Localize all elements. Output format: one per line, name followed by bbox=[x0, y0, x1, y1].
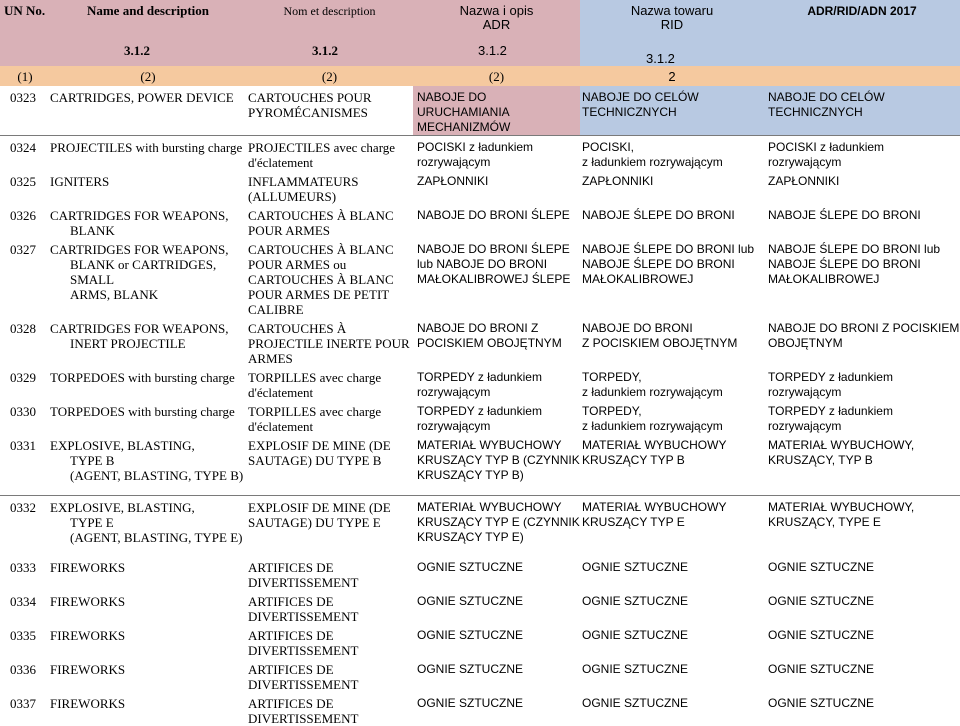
cell-un-number bbox=[0, 238, 50, 317]
header-name-pl-rid: Nazwa towaru RID bbox=[580, 0, 764, 44]
cell-name-fr bbox=[246, 136, 413, 171]
cell-line: rozrywającym bbox=[768, 385, 842, 399]
cell-name-pl-rid bbox=[580, 556, 764, 590]
cell-name-fr bbox=[246, 170, 413, 204]
cell-line: TYPE B bbox=[70, 453, 115, 468]
cell-name-pl-2017 bbox=[764, 556, 960, 590]
cell-line: TORPEDOES with bursting charge bbox=[50, 404, 235, 419]
cell-un-number bbox=[0, 624, 50, 658]
cell-line: POCISKI z ładunkiem bbox=[417, 140, 534, 154]
cell-name-pl-adr bbox=[413, 658, 580, 692]
cell-line: OGNIE SZTUCZNE bbox=[768, 594, 875, 608]
cell-line: OGNIE SZTUCZNE bbox=[417, 696, 524, 710]
header-name-fr: Nom et description bbox=[246, 0, 413, 44]
un-number: 0329 bbox=[10, 370, 36, 385]
cell-line: OBOJĘTNYM bbox=[768, 336, 843, 350]
cell-name-pl-2017 bbox=[764, 204, 960, 238]
cell-line: TORPEDOES with bursting charge bbox=[50, 370, 235, 385]
cell-line: INERT PROJECTILE bbox=[70, 336, 186, 351]
cell-line: MATERIAŁ WYBUCHOWY bbox=[417, 499, 562, 514]
cell-name-pl-adr bbox=[413, 170, 580, 204]
cell-line: INFLAMMATEURS bbox=[248, 174, 359, 189]
cell-name-pl-adr bbox=[413, 556, 580, 590]
cell-line: d'éclatement bbox=[248, 385, 314, 400]
cell-un-number bbox=[0, 204, 50, 238]
cell-line: ZAPŁONNIKI bbox=[582, 174, 654, 188]
cell-line: TORPEDY z ładunkiem bbox=[417, 404, 542, 418]
cell-name-en bbox=[50, 136, 246, 171]
cell-line: EXPLOSIF DE MINE (DE bbox=[248, 438, 391, 453]
cell-name-en bbox=[50, 170, 246, 204]
cell-name-pl-2017 bbox=[764, 658, 960, 692]
cell-line: ARTIFICES DE bbox=[248, 560, 334, 575]
cell-name-pl-rid bbox=[580, 692, 764, 726]
cell-line: rozrywającym bbox=[417, 419, 491, 433]
cell-line: FIREWORKS bbox=[50, 560, 126, 575]
colnum-2-en: (2) bbox=[50, 66, 246, 86]
cell-name-fr bbox=[246, 366, 413, 400]
cell-line: DIVERTISSEMENT bbox=[248, 711, 359, 726]
cell-name-pl-2017 bbox=[764, 238, 960, 317]
cell-line: (AGENT, BLASTING, TYPE B) bbox=[70, 468, 244, 483]
cell-line: POCISKIEM OBOJĘTNYM bbox=[417, 336, 562, 350]
cell-line: MECHANIZMÓW bbox=[417, 120, 511, 134]
cell-line: FIREWORKS bbox=[50, 594, 126, 609]
table-row bbox=[0, 495, 960, 556]
cell-line: PROJECTILES avec charge bbox=[248, 140, 396, 155]
cell-line: OGNIE SZTUCZNE bbox=[582, 560, 689, 574]
cell-line: DIVERTISSEMENT bbox=[248, 643, 359, 658]
table-row bbox=[0, 317, 960, 366]
cell-name-pl-rid bbox=[580, 136, 764, 171]
cell-line: TYPE E bbox=[70, 514, 114, 530]
cell-un-number bbox=[0, 86, 50, 136]
un-number: 0335 bbox=[10, 628, 36, 643]
cell-line: TORPEDY z ładunkiem bbox=[768, 404, 893, 418]
cell-line: OGNIE SZTUCZNE bbox=[417, 594, 524, 608]
cell-name-pl-adr bbox=[413, 624, 580, 658]
cell-un-number bbox=[0, 495, 50, 556]
cell-name-en bbox=[50, 556, 246, 590]
cell-line: ARMES bbox=[248, 351, 293, 366]
cell-line: KRUSZĄCY TYP B (CZYNNIK bbox=[417, 453, 580, 467]
table-row bbox=[0, 136, 960, 171]
cell-name-pl-adr bbox=[413, 590, 580, 624]
cell-un-number bbox=[0, 170, 50, 204]
cell-un-number bbox=[0, 434, 50, 495]
cell-line: DIVERTISSEMENT bbox=[248, 609, 359, 624]
cell-name-en bbox=[50, 434, 246, 495]
cell-line: IGNITERS bbox=[50, 174, 110, 189]
cell-name-fr bbox=[246, 86, 413, 136]
cell-name-fr bbox=[246, 658, 413, 692]
cell-line: NABOJE DO CELÓW bbox=[768, 90, 885, 104]
cell-line: POCISKI, bbox=[582, 140, 635, 154]
cell-name-pl-2017 bbox=[764, 624, 960, 658]
cell-line: CARTOUCHES À BLANC bbox=[248, 242, 394, 257]
cell-line: NABOJE ŚLEPE DO BRONI bbox=[768, 257, 921, 271]
cell-un-number bbox=[0, 556, 50, 590]
cell-line: z ładunkiem rozrywającym bbox=[582, 155, 723, 169]
cell-line: TORPEDY, bbox=[582, 404, 642, 418]
cell-name-pl-2017 bbox=[764, 86, 960, 136]
cell-name-pl-rid bbox=[580, 170, 764, 204]
cell-line: ARTIFICES DE bbox=[248, 628, 334, 643]
header-row-titles bbox=[0, 0, 960, 44]
cell-line: CARTRIDGES FOR WEAPONS, bbox=[50, 208, 229, 223]
cell-name-en bbox=[50, 590, 246, 624]
cell-line: NABOJE ŚLEPE DO BRONI bbox=[582, 257, 735, 271]
cell-name-en bbox=[50, 366, 246, 400]
un-number: 0333 bbox=[10, 560, 36, 575]
cell-line: OGNIE SZTUCZNE bbox=[582, 696, 689, 710]
cell-name-pl-rid bbox=[580, 317, 764, 366]
cell-name-pl-rid bbox=[580, 658, 764, 692]
cell-line: NABOJE ŚLEPE DO BRONI lub bbox=[768, 242, 941, 256]
cell-line: NABOJE ŚLEPE DO BRONI bbox=[768, 208, 921, 222]
cell-name-pl-2017 bbox=[764, 170, 960, 204]
cell-name-fr bbox=[246, 400, 413, 434]
cell-line: PROJECTILE INERTE POUR bbox=[248, 336, 410, 351]
cell-line: PYROMÉCANISMES bbox=[248, 105, 368, 120]
cell-line: NABOJE ŚLEPE DO BRONI lub bbox=[582, 242, 755, 256]
cell-line: z ładunkiem rozrywającym bbox=[582, 419, 723, 433]
un-number: 0326 bbox=[10, 208, 36, 223]
cell-line: (AGENT, BLASTING, TYPE E) bbox=[70, 529, 243, 545]
cell-line: BLANK or CARTRIDGES, SMALL bbox=[70, 257, 217, 287]
cell-name-pl-rid bbox=[580, 238, 764, 317]
cell-line: OGNIE SZTUCZNE bbox=[417, 662, 524, 676]
un-number: 0336 bbox=[10, 662, 36, 677]
cell-line: ARTIFICES DE bbox=[248, 594, 334, 609]
cell-line: NABOJE DO URUCHAMIANIA bbox=[417, 90, 510, 119]
cell-name-pl-rid bbox=[580, 86, 764, 136]
cell-line: CARTOUCHES À BLANC bbox=[248, 208, 394, 223]
header-ref-edition-blank bbox=[764, 44, 960, 66]
cell-line: OGNIE SZTUCZNE bbox=[768, 662, 875, 676]
cell-name-pl-2017 bbox=[764, 495, 960, 556]
cell-line: CARTOUCHES POUR bbox=[248, 90, 372, 105]
header-ref-fr: 3.1.2 bbox=[246, 44, 413, 66]
header-un-no: UN No. bbox=[0, 0, 50, 44]
header-ref-blank bbox=[0, 44, 50, 66]
colnum-2-rid: 2 bbox=[580, 66, 764, 86]
cell-line: FIREWORKS bbox=[50, 628, 126, 643]
table-row bbox=[0, 238, 960, 317]
cell-line: MATERIAŁ WYBUCHOWY, bbox=[768, 438, 915, 452]
cell-line: d'éclatement bbox=[248, 419, 314, 434]
cell-line: CALIBRE bbox=[248, 302, 304, 317]
cell-line: POCISKI z ładunkiem rozrywającym bbox=[768, 140, 885, 169]
cell-line: KRUSZĄCY TYP E (CZYNNIK bbox=[417, 514, 580, 529]
cell-name-pl-rid bbox=[580, 434, 764, 495]
cell-name-pl-adr bbox=[413, 136, 580, 171]
cell-line: NABOJE DO BRONI Z bbox=[417, 321, 539, 335]
cell-line: KRUSZĄCY TYP B) bbox=[417, 468, 524, 482]
cell-line: ARTIFICES DE bbox=[248, 662, 334, 677]
cell-line: CARTRIDGES FOR WEAPONS, bbox=[50, 242, 229, 257]
cell-name-fr bbox=[246, 204, 413, 238]
table-row bbox=[0, 434, 960, 495]
un-number: 0323 bbox=[10, 90, 36, 105]
cell-name-pl-rid bbox=[580, 624, 764, 658]
cell-line: KRUSZĄCY TYP B bbox=[582, 453, 685, 467]
cell-line: POUR ARMES bbox=[248, 223, 330, 238]
cell-line: KRUSZĄCY TYP E) bbox=[417, 529, 524, 544]
cell-line: TORPEDY z ładunkiem bbox=[768, 370, 893, 384]
cell-un-number bbox=[0, 658, 50, 692]
cell-line: NABOJE DO BRONI Z POCISKIEM bbox=[768, 321, 960, 335]
cell-line: CARTRIDGES FOR WEAPONS, bbox=[50, 321, 229, 336]
cell-name-pl-2017 bbox=[764, 590, 960, 624]
table-row bbox=[0, 624, 960, 658]
un-number: 0331 bbox=[10, 438, 36, 453]
cell-line: MATERIAŁ WYBUCHOWY bbox=[582, 438, 727, 452]
cell-line: MATERIAŁ WYBUCHOWY bbox=[582, 499, 727, 514]
table-row bbox=[0, 170, 960, 204]
cell-line: (ALLUMEURS) bbox=[248, 189, 337, 204]
cell-line: BLANK bbox=[70, 223, 115, 238]
cell-name-en bbox=[50, 692, 246, 726]
cell-name-fr bbox=[246, 495, 413, 556]
cell-line: lub NABOJE DO BRONI bbox=[417, 257, 548, 271]
cell-line: TORPILLES avec charge bbox=[248, 370, 382, 385]
header-name-en: Name and description bbox=[50, 0, 246, 44]
cell-name-en bbox=[50, 317, 246, 366]
cell-name-pl-adr bbox=[413, 204, 580, 238]
cell-line: SAUTAGE) DU TYPE B bbox=[248, 453, 382, 468]
cell-name-pl-adr bbox=[413, 86, 580, 136]
cell-line: KRUSZĄCY TYP E bbox=[582, 514, 685, 529]
cell-line: ARTIFICES DE bbox=[248, 696, 334, 711]
header-row-refs bbox=[0, 44, 960, 66]
cell-line: MAŁOKALIBROWEJ ŚLEPE bbox=[417, 272, 571, 286]
header-name-pl-adr: Nazwa i opis ADR bbox=[413, 0, 580, 44]
un-number: 0327 bbox=[10, 242, 36, 257]
cell-line: EXPLOSIF DE MINE (DE bbox=[248, 499, 391, 515]
cell-name-fr bbox=[246, 434, 413, 495]
cell-un-number bbox=[0, 317, 50, 366]
cell-line: TECHNICZNYCH bbox=[768, 105, 863, 119]
cell-line: NABOJE DO CELÓW bbox=[582, 90, 699, 104]
table-row bbox=[0, 658, 960, 692]
table-row bbox=[0, 204, 960, 238]
table-row bbox=[0, 692, 960, 726]
un-number: 0324 bbox=[10, 140, 36, 155]
cell-line: rozrywającym bbox=[417, 385, 491, 399]
colnum-2-adr: (2) bbox=[413, 66, 580, 86]
cell-line: TORPEDY, bbox=[582, 370, 642, 384]
table-row bbox=[0, 366, 960, 400]
un-number: 0337 bbox=[10, 696, 36, 711]
cell-line: TORPEDY z ładunkiem bbox=[417, 370, 542, 384]
cell-line: OGNIE SZTUCZNE bbox=[417, 628, 524, 642]
cell-name-pl-adr bbox=[413, 366, 580, 400]
cell-name-pl-adr bbox=[413, 238, 580, 317]
table-row bbox=[0, 590, 960, 624]
cell-name-en bbox=[50, 658, 246, 692]
cell-line: rozrywającym bbox=[768, 419, 842, 433]
un-number: 0334 bbox=[10, 594, 36, 609]
header-row-numbers bbox=[0, 66, 960, 86]
cell-line: EXPLOSIVE, BLASTING, bbox=[50, 438, 195, 453]
cell-line: SAUTAGE) DU TYPE E bbox=[248, 514, 381, 530]
cell-name-pl-2017 bbox=[764, 692, 960, 726]
cell-line: d'éclatement bbox=[248, 155, 314, 170]
header-edition: ADR/RID/ADN 2017 bbox=[764, 0, 960, 44]
header-ref-rid: 3.1.2 bbox=[580, 44, 764, 66]
cell-name-en bbox=[50, 86, 246, 136]
cell-line: OGNIE SZTUCZNE bbox=[582, 662, 689, 676]
cell-line: PROJECTILES with bursting charge bbox=[50, 140, 243, 155]
cell-line: CARTOUCHES À BLANC bbox=[248, 272, 394, 287]
cell-name-en bbox=[50, 624, 246, 658]
cell-name-pl-2017 bbox=[764, 317, 960, 366]
cell-line: OGNIE SZTUCZNE bbox=[768, 628, 875, 642]
cell-line: CARTOUCHES À bbox=[248, 321, 347, 336]
colnum-2-fr: (2) bbox=[246, 66, 413, 86]
cell-line: ZAPŁONNIKI bbox=[768, 174, 840, 188]
header-ref-en: 3.1.2 bbox=[50, 44, 246, 66]
cell-line: TORPILLES avec charge bbox=[248, 404, 382, 419]
cell-name-fr bbox=[246, 238, 413, 317]
cell-line: NABOJE ŚLEPE DO BRONI bbox=[582, 208, 735, 222]
cell-line: MATERIAŁ WYBUCHOWY bbox=[417, 438, 562, 452]
cell-line: DIVERTISSEMENT bbox=[248, 677, 359, 692]
cell-un-number bbox=[0, 692, 50, 726]
cell-line: TECHNICZNYCH bbox=[582, 105, 677, 119]
cell-name-en bbox=[50, 495, 246, 556]
cell-line: POUR ARMES DE PETIT bbox=[248, 287, 390, 302]
cell-line: OGNIE SZTUCZNE bbox=[768, 696, 875, 710]
cell-name-fr bbox=[246, 692, 413, 726]
cell-line: rozrywającym bbox=[417, 155, 491, 169]
cell-line: MATERIAŁ WYBUCHOWY, bbox=[768, 499, 915, 514]
colnum-blank bbox=[764, 66, 960, 86]
cell-line: z ładunkiem rozrywającym bbox=[582, 385, 723, 399]
cell-line: OGNIE SZTUCZNE bbox=[768, 560, 875, 574]
cell-line: MAŁOKALIBROWEJ bbox=[582, 272, 694, 286]
cell-line: EXPLOSIVE, BLASTING, bbox=[50, 499, 195, 515]
cell-line: MAŁOKALIBROWEJ bbox=[768, 272, 880, 286]
table-row bbox=[0, 400, 960, 434]
cell-name-fr bbox=[246, 590, 413, 624]
cell-name-fr bbox=[246, 624, 413, 658]
cell-name-pl-rid bbox=[580, 204, 764, 238]
cell-line: NABOJE DO BRONI bbox=[582, 321, 693, 335]
table-row bbox=[0, 86, 960, 136]
cell-line: NABOJE DO BRONI ŚLEPE bbox=[417, 208, 570, 222]
cell-name-pl-2017 bbox=[764, 136, 960, 171]
colnum-1: (1) bbox=[0, 66, 50, 86]
cell-name-pl-rid bbox=[580, 495, 764, 556]
cell-line: KRUSZĄCY, TYPE E bbox=[768, 514, 881, 529]
cell-line: CARTRIDGES, POWER DEVICE bbox=[50, 90, 234, 105]
cell-name-pl-2017 bbox=[764, 434, 960, 495]
cell-line: KRUSZĄCY, TYP B bbox=[768, 453, 873, 467]
cell-un-number bbox=[0, 136, 50, 171]
un-number: 0330 bbox=[10, 404, 36, 419]
cell-line: ARMS, BLANK bbox=[70, 287, 159, 302]
cell-un-number bbox=[0, 590, 50, 624]
cell-line: FIREWORKS bbox=[50, 696, 126, 711]
cell-line: OGNIE SZTUCZNE bbox=[582, 628, 689, 642]
cell-line: OGNIE SZTUCZNE bbox=[417, 560, 524, 574]
cell-name-pl-adr bbox=[413, 692, 580, 726]
cell-line: POUR ARMES ou bbox=[248, 257, 347, 272]
cell-line: NABOJE DO BRONI ŚLEPE bbox=[417, 242, 570, 256]
cell-name-pl-adr bbox=[413, 400, 580, 434]
cell-name-en bbox=[50, 400, 246, 434]
table-row bbox=[0, 556, 960, 590]
cell-un-number bbox=[0, 366, 50, 400]
cell-name-pl-adr bbox=[413, 495, 580, 556]
cell-line: ZAPŁONNIKI bbox=[417, 174, 489, 188]
cell-name-fr bbox=[246, 317, 413, 366]
cell-name-pl-rid bbox=[580, 400, 764, 434]
cell-name-en bbox=[50, 204, 246, 238]
header-ref-adr: 3.1.2 bbox=[413, 44, 580, 66]
cell-name-en bbox=[50, 238, 246, 317]
cell-line: OGNIE SZTUCZNE bbox=[582, 594, 689, 608]
cell-line: FIREWORKS bbox=[50, 662, 126, 677]
cell-name-pl-2017 bbox=[764, 400, 960, 434]
un-number: 0332 bbox=[10, 499, 36, 515]
cell-name-fr bbox=[246, 556, 413, 590]
cell-name-pl-rid bbox=[580, 366, 764, 400]
cell-name-pl-adr bbox=[413, 434, 580, 495]
cell-name-pl-rid bbox=[580, 590, 764, 624]
un-number: 0328 bbox=[10, 321, 36, 336]
cell-un-number bbox=[0, 400, 50, 434]
cell-line: Z POCISKIEM OBOJĘTNYM bbox=[582, 336, 738, 350]
cell-line: DIVERTISSEMENT bbox=[248, 575, 359, 590]
cell-name-pl-adr bbox=[413, 317, 580, 366]
un-number: 0325 bbox=[10, 174, 36, 189]
cell-name-pl-2017 bbox=[764, 366, 960, 400]
